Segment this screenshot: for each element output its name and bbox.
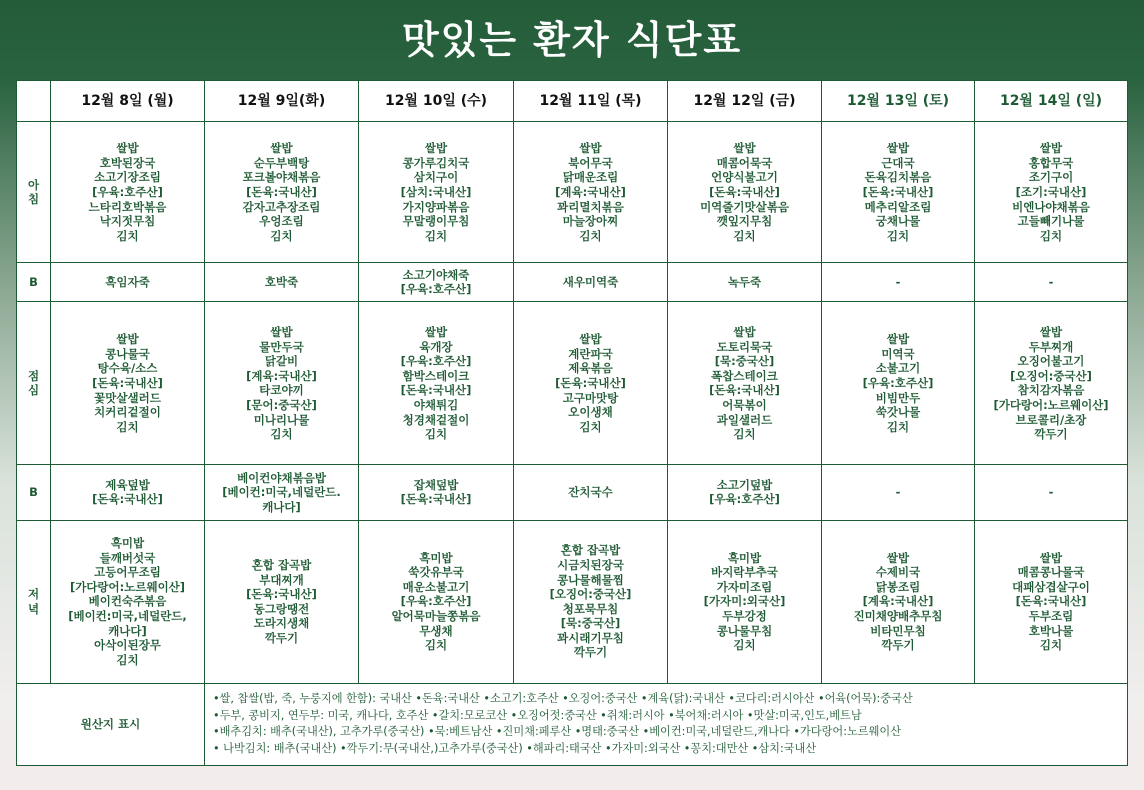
- meal-label: [17, 520, 51, 683]
- menu-item: 오이생채: [568, 405, 613, 420]
- menu-item: 김치: [424, 427, 448, 442]
- menu-item: 메추리알조림: [864, 199, 932, 214]
- menu-item: 치커리겉절이: [94, 405, 161, 420]
- day-header: 12월 13일 (토): [822, 81, 975, 122]
- meal-row: [17, 520, 1128, 683]
- menu-item: 감자고추장조림: [242, 199, 321, 214]
- menu-item: 대패삼겹살구이: [1012, 579, 1090, 594]
- header-row: [17, 81, 1128, 122]
- menu-item: 삼치구이: [413, 170, 459, 185]
- menu-item: 김치: [733, 638, 756, 653]
- menu-item: 녹두죽: [727, 275, 762, 290]
- menu-item: [우육:호주산]: [709, 492, 780, 507]
- meal-row: [17, 263, 1128, 302]
- menu-item: [우육:호주산]: [400, 282, 472, 297]
- menu-item: 베이컨숙주볶음: [88, 594, 167, 609]
- menu-item: 쌀밥: [579, 141, 602, 156]
- menu-item: [조기:국내산]: [1015, 184, 1087, 199]
- meal-label-text: 아침: [27, 177, 40, 207]
- menu-item: [돈육:국내산]: [400, 383, 472, 398]
- menu-cell: [359, 263, 514, 302]
- menu-cell: [514, 465, 668, 521]
- menu-item: 고들빼기나물: [1017, 214, 1085, 229]
- origin-line: •배추김치: 배추(국내산), 고추가루(중국산) •묵:베트남산 •진미채:페루산 •명태:중국산 •베이컨:미국,네덜란드,캐나다 •가다랑어:노르웨이산: [213, 725, 902, 739]
- menu-item: 김치: [116, 652, 139, 667]
- menu-item: 홍합무국: [1028, 155, 1074, 170]
- menu-item: [돈육:국내산]: [400, 492, 472, 507]
- menu-item: 잔치국수: [568, 485, 613, 500]
- menu-item: 비엔나야채볶음: [1012, 199, 1090, 214]
- menu-cell: [822, 302, 975, 465]
- menu-item: 들깨버섯국: [99, 550, 156, 565]
- menu-item: -: [895, 275, 901, 290]
- menu-item: [돈육:국내산]: [92, 376, 163, 391]
- menu-item: 육개장: [419, 339, 453, 354]
- menu-item: 청경채겉절이: [402, 412, 470, 427]
- meal-label-text: 저녁: [27, 587, 40, 616]
- menu-item: [돈육:국내산]: [92, 492, 163, 507]
- menu-item: -: [1048, 275, 1054, 290]
- day-header: 12월 8일 (월): [51, 81, 205, 122]
- menu-item: [문어:중국산]: [246, 397, 317, 412]
- menu-item: [우육:호주산]: [400, 594, 472, 609]
- menu-item: 쌀밥: [733, 141, 756, 156]
- menu-item: 돈육김치볶음: [864, 170, 932, 185]
- menu-item: 가지양파볶음: [402, 199, 470, 214]
- menu-item: 무말랭이무침: [402, 214, 470, 229]
- menu-item: 바지락부추국: [711, 565, 778, 580]
- menu-item: 김치: [116, 419, 139, 434]
- menu-item: [가다랑어:노르웨이산]: [993, 397, 1109, 412]
- menu-item: 미역국: [881, 346, 915, 361]
- menu-item: 쌀밥: [579, 332, 602, 347]
- menu-item: [돈육:국내산]: [862, 184, 934, 199]
- menu-item: 쌀밥: [424, 141, 448, 156]
- menu-item: 김치: [116, 228, 139, 243]
- menu-item: 물만두국: [259, 339, 304, 354]
- menu-cell: [205, 520, 359, 683]
- page-title: 맛있는 환자 식단표: [401, 18, 743, 62]
- menu-item: 소불고기: [875, 361, 921, 376]
- meal-label: [17, 122, 51, 263]
- menu-item: [돈육:국내산]: [1015, 594, 1087, 609]
- menu-item: 김치: [733, 427, 756, 442]
- menu-cell: [51, 520, 205, 683]
- menu-cell: [514, 122, 668, 263]
- menu-item: 잡채덮밥: [413, 477, 459, 492]
- menu-item: 두부찌개: [1028, 339, 1074, 354]
- menu-item: 미역줄기맛살볶음: [700, 199, 789, 214]
- menu-item: 베이컨야채볶음밥: [237, 470, 326, 485]
- menu-item: 김치: [579, 419, 602, 434]
- menu-item: 매콤어묵국: [716, 155, 773, 170]
- menu-item: 흑미밥: [419, 550, 453, 565]
- menu-item: 콩가루김치국: [402, 155, 470, 170]
- menu-item: 깻잎지무침: [716, 214, 773, 229]
- menu-item: 쌀밥: [886, 332, 910, 347]
- menu-item: 꽈시래기무침: [557, 630, 624, 645]
- menu-cell: [51, 302, 205, 465]
- menu-item: 브로콜리/초장: [1015, 412, 1087, 427]
- menu-item: 소고기야채죽: [402, 267, 470, 282]
- menu-item: 쌀밥: [116, 141, 139, 156]
- menu-item: 김치: [424, 228, 448, 243]
- menu-item: 소고기덮밥: [716, 477, 773, 492]
- menu-item: 쌀밥: [1039, 324, 1063, 339]
- meal-label-text: 점심: [27, 368, 40, 398]
- menu-item: 고등어무조림: [94, 565, 161, 580]
- menu-item: 김치: [1039, 638, 1063, 653]
- menu-item: [베이컨:미국,네덜란드.: [222, 485, 341, 500]
- menu-item: 탕수육/소스: [97, 361, 158, 376]
- menu-item: 김치: [1039, 228, 1063, 243]
- menu-item: 제육볶음: [568, 361, 613, 376]
- menu-item: 비빔만두: [875, 390, 921, 405]
- menu-item: 깍두기: [264, 630, 299, 645]
- menu-item: 제육덮밥: [105, 477, 150, 492]
- menu-cell: [359, 122, 514, 263]
- menu-item: 함박스테이크: [402, 368, 470, 383]
- menu-item: 새우미역죽: [562, 275, 619, 290]
- menu-item: [묵:중국산]: [560, 616, 621, 631]
- day-header: 12월 14일 (일): [975, 81, 1128, 122]
- meal-row: [17, 122, 1128, 263]
- menu-item: 아삭이된장무: [94, 638, 161, 653]
- menu-item: 야채튀김: [413, 397, 459, 412]
- day-header: 12월 12일 (금): [668, 81, 822, 122]
- menu-cell: [668, 302, 822, 465]
- meal-label-text: B: [29, 485, 38, 500]
- menu-item: 고구마맛탕: [562, 390, 619, 405]
- menu-item: 시금치된장국: [557, 557, 624, 572]
- menu-item: [오징어:중국산]: [1010, 368, 1092, 383]
- menu-item: 흑미밥: [110, 536, 145, 551]
- menu-cell: [975, 263, 1128, 302]
- meal-row: [17, 465, 1128, 521]
- menu-item: 타코야끼: [259, 383, 304, 398]
- menu-item: 도토리묵국: [716, 339, 773, 354]
- menu-item: 쌀밥: [1039, 141, 1063, 156]
- menu-item: 혼합 잡곡밥: [251, 557, 312, 572]
- menu-item: [돈육:국내산]: [555, 376, 626, 391]
- menu-item: 꽈리멸치볶음: [557, 199, 624, 214]
- menu-item: 김치: [733, 228, 756, 243]
- menu-item: 쌀밥: [424, 324, 448, 339]
- origin-text: [205, 683, 1128, 765]
- menu-item: 김치: [886, 419, 910, 434]
- menu-cell: [51, 122, 205, 263]
- menu-cell: [822, 122, 975, 263]
- menu-cell: [975, 465, 1128, 521]
- menu-item: 쌀밥: [1039, 550, 1063, 565]
- menu-item: [오징어:중국산]: [549, 587, 632, 602]
- menu-item: 어묵볶이: [722, 397, 767, 412]
- menu-cell: [975, 520, 1128, 683]
- menu-item: 가자미조림: [716, 579, 773, 594]
- menu-item: [가다랑어:노르웨이산]: [69, 579, 186, 594]
- menu-cell: [205, 263, 359, 302]
- menu-item: 콩나물해물찜: [557, 572, 624, 587]
- menu-cell: [668, 122, 822, 263]
- menu-item: 매운소불고기: [402, 579, 470, 594]
- menu-cell: [514, 520, 668, 683]
- day-header: 12월 10일 (수): [359, 81, 514, 122]
- menu-item: [우육:호주산]: [400, 354, 472, 369]
- menu-item: 캐나다]: [262, 499, 301, 514]
- menu-item: 계란파국: [568, 346, 613, 361]
- menu-item: [계육:국내산]: [555, 184, 626, 199]
- origin-label: 원산지 표시: [17, 683, 205, 765]
- menu-item: 닭갈비: [264, 354, 299, 369]
- menu-item: 쌀밥: [886, 550, 910, 565]
- menu-item: 순두부백탕: [253, 155, 310, 170]
- menu-item: [계육:국내산]: [862, 594, 934, 609]
- day-header: 12월 9일(화): [205, 81, 359, 122]
- menu-item: 궁채나물: [875, 214, 921, 229]
- menu-item: 두부강정: [722, 608, 767, 623]
- menu-cell: [668, 520, 822, 683]
- menu-item: 미나리나물: [253, 412, 310, 427]
- menu-item: 과일샐러드: [716, 412, 773, 427]
- menu-cell: [205, 465, 359, 521]
- menu-item: 도라지생채: [253, 616, 310, 631]
- menu-cell: [205, 122, 359, 263]
- menu-cell: [359, 465, 514, 521]
- menu-item: 매콤콩나물국: [1017, 565, 1085, 580]
- origin-line: •쌀, 찹쌀(밥, 죽, 누룽지에 한함): 국내산 •돈육:국내산 •소고기:호주산 •오징어:중국산 •계육(닭):국내산 •코다리:러시아산 •어육(어묵):중국산: [213, 692, 913, 706]
- menu-item: 닭매운조림: [562, 170, 619, 185]
- menu-item: 쌀밥: [886, 141, 910, 156]
- origin-row: [17, 683, 1128, 765]
- menu-cell: [51, 465, 205, 521]
- menu-item: 북어무국: [568, 155, 613, 170]
- menu-item: [우육:호주산]: [92, 184, 163, 199]
- menu-item: 콩나물국: [105, 346, 150, 361]
- menu-table: [16, 80, 1128, 766]
- menu-item: 참치감자볶음: [1017, 383, 1085, 398]
- menu-item: 깍두기: [881, 638, 915, 653]
- menu-item: 꽃맛살샐러드: [94, 390, 161, 405]
- menu-cell: [822, 465, 975, 521]
- menu-item: 쌀밥: [116, 332, 139, 347]
- menu-item: 비타민무침: [870, 623, 926, 638]
- day-header: 12월 11일 (목): [514, 81, 668, 122]
- menu-item: 근대국: [881, 155, 915, 170]
- menu-item: 무생채: [419, 623, 453, 638]
- menu-item: 조기구이: [1028, 170, 1074, 185]
- menu-item: 두부조림: [1028, 608, 1074, 623]
- menu-item: 쌀밥: [270, 141, 293, 156]
- menu-item: 폭찹스테이크: [711, 368, 778, 383]
- menu-item: -: [895, 485, 901, 500]
- menu-item: 콩나물무침: [716, 623, 773, 638]
- menu-item: 닭봉조림: [875, 579, 921, 594]
- menu-item: [돈육:국내산]: [709, 383, 780, 398]
- menu-item: [묵:중국산]: [714, 354, 775, 369]
- menu-item: [베이컨:미국,네덜란드,: [68, 608, 187, 623]
- menu-item: 포크볼야채볶음: [242, 170, 321, 185]
- menu-item: 오징어불고기: [1017, 354, 1085, 369]
- menu-item: 깍두기: [573, 645, 608, 660]
- menu-item: [돈육:국내산]: [709, 184, 780, 199]
- menu-item: 낙지젓무침: [99, 214, 156, 229]
- menu-item: 김치: [579, 228, 602, 243]
- menu-item: 쑥갓나물: [875, 405, 921, 420]
- menu-item: [우육:호주산]: [862, 376, 934, 391]
- menu-item: 쌀밥: [733, 324, 756, 339]
- menu-item: 소고기장조림: [94, 170, 161, 185]
- menu-cell: [668, 263, 822, 302]
- corner-cell: [17, 81, 51, 122]
- meal-label: [17, 302, 51, 465]
- menu-item: 느타리호박볶음: [88, 199, 167, 214]
- menu-item: 쌀밥: [270, 324, 293, 339]
- menu-item: 우엉조림: [259, 214, 304, 229]
- menu-item: 쑥갓유부국: [408, 565, 464, 580]
- menu-item: 알어묵마늘쫑볶음: [391, 608, 481, 623]
- menu-cell: [205, 302, 359, 465]
- menu-item: 부대찌개: [259, 572, 304, 587]
- menu-item: 캐나다]: [108, 623, 147, 638]
- origin-line: •두부, 콩비지, 연두부: 미국, 캐나다, 호주산 •갈치:모로코산 •오징어젓:중국산 •쥐채:러시아 •북어채:러시아 •맛살:미국,인도,베트남: [213, 708, 862, 722]
- meal-row: [17, 302, 1128, 465]
- menu-item: 언양식불고기: [711, 170, 778, 185]
- menu-cell: [975, 122, 1128, 263]
- menu-item: 깍두기: [1034, 427, 1068, 442]
- menu-cell: [359, 520, 514, 683]
- menu-item: 김치: [886, 228, 910, 243]
- menu-item: 김치: [424, 638, 448, 653]
- menu-item: -: [1048, 485, 1054, 500]
- meal-label: [17, 263, 51, 302]
- menu-item: 김치: [270, 427, 293, 442]
- menu-item: 동그랑땡전: [253, 601, 310, 616]
- menu-item: [계육:국내산]: [246, 368, 317, 383]
- menu-item: 호박나물: [1028, 623, 1074, 638]
- menu-item: [돈육:국내산]: [246, 184, 317, 199]
- menu-cell: [51, 263, 205, 302]
- menu-item: 혼합 잡곡밥: [560, 543, 621, 558]
- menu-item: 흑미밥: [727, 550, 762, 565]
- menu-item: 김치: [270, 228, 293, 243]
- menu-cell: [514, 263, 668, 302]
- menu-cell: [822, 263, 975, 302]
- menu-item: 흑임자죽: [105, 275, 150, 290]
- menu-item: 수제비국: [875, 565, 921, 580]
- menu-cell: [822, 520, 975, 683]
- menu-item: 청포묵무침: [562, 601, 619, 616]
- menu-item: 호박된장국: [99, 155, 156, 170]
- menu-cell: [668, 465, 822, 521]
- menu-item: 진미채양배추무침: [853, 608, 943, 623]
- menu-cell: [359, 302, 514, 465]
- menu-item: [가자미:외국산]: [703, 594, 786, 609]
- menu-cell: [514, 302, 668, 465]
- menu-item: 호박죽: [264, 275, 299, 290]
- origin-line: • 나박김치: 배추(국내산) •깍두기:무(국내산,)고추가루(중국산) •해파리:태국산 •가자미:외국산 •꽁치:대만산 •삼치:국내산: [213, 741, 817, 755]
- menu-item: [돈육:국내산]: [246, 587, 317, 602]
- menu-cell: [975, 302, 1128, 465]
- menu-item: 마늘장아찌: [562, 214, 619, 229]
- menu-item: [삼치:국내산]: [400, 184, 472, 199]
- meal-label-text: B: [29, 275, 38, 290]
- meal-label: [17, 465, 51, 521]
